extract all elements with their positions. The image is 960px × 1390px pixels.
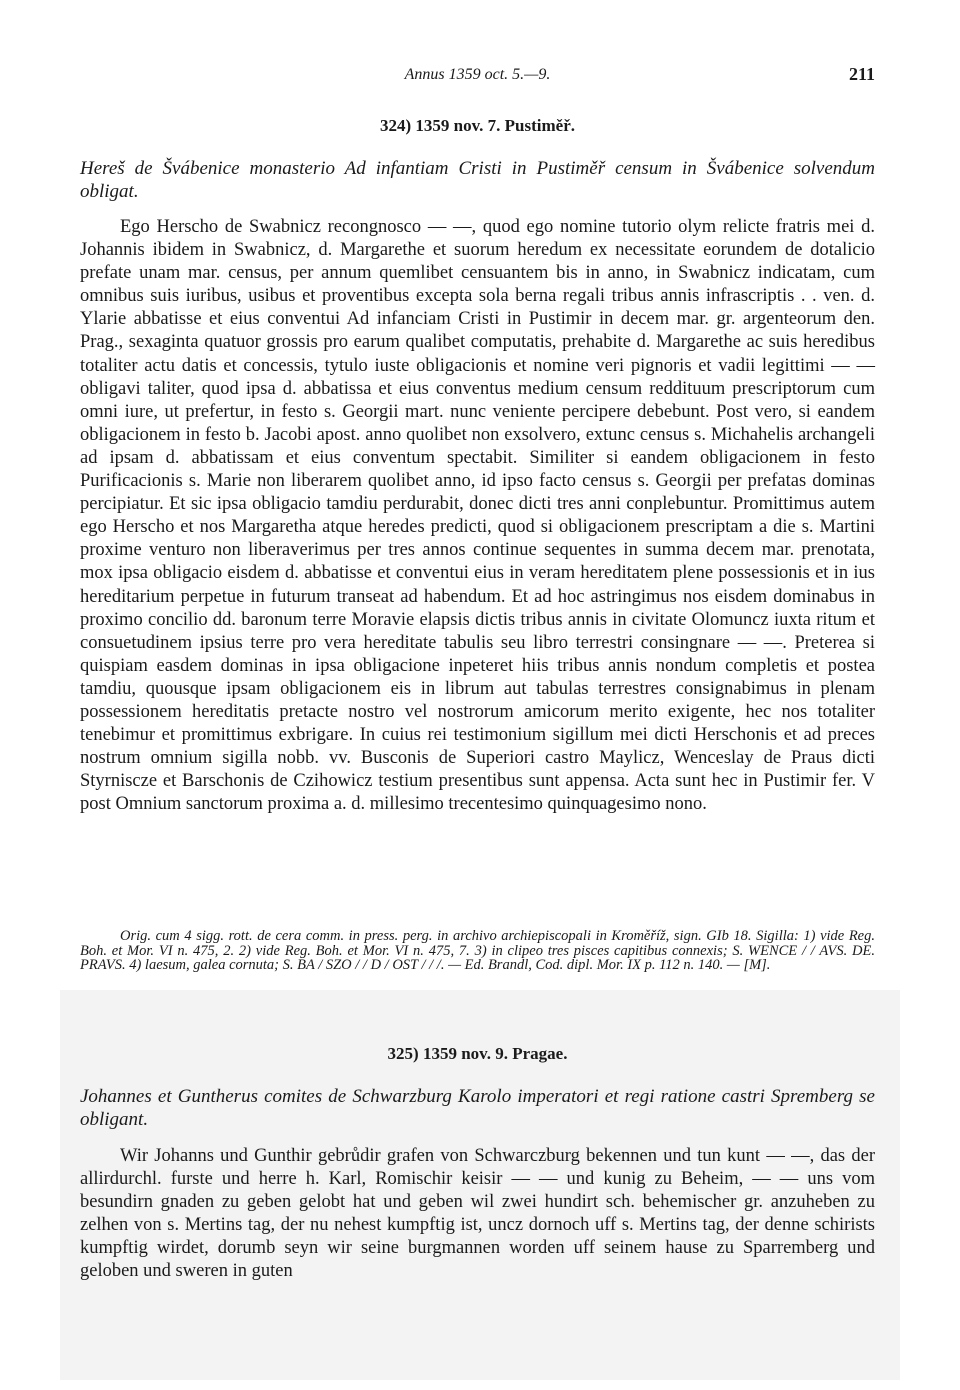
running-head: Annus 1359 oct. 5.—9. <box>404 66 551 83</box>
document-body-324: Ego Herscho de Swabnicz recongnosco — —, quod ego nomine tutorio olym relicte fratris mei d. Johannis ibidem in Swabnicz, d. Margarethe et suorum heredum ex necessitate eorundem de dotalicio prefate unam mar. census, per annum quemlibet censuantem bis in anno, in Swabnicz indicatam, cum omnibus suis iuribus, usibus et proventibus excepta sola berna regali tribus annis infrascriptis . . ven. d. Ylarie abbatisse et eius conventui Ad infanciam Cristi in Pustimir in decem mar. gr. argenteorum den. Prag., sexaginta quatuor grossis pro earum qualibet computatis, prehabite d. Margarethe ac suis heredibus totaliter actu datis et concessis, tytulo iuste obligacionis et nomine veri pignoris et vadii legittimi — — obligavi taliter, quod ipsa d. abbatissa et eius conventus medium censum reddituum prescriptorum cum omni iure, ut prefertur, in festo s. Georgii mart. nunc veniente percipere debebunt. Post vero, si eandem obligacionem in festo b. Jacobi apost. anno quolibet non exsolvero, extunc census s. Michahelis archangeli ad ipsam d. abbatissam et eius conventum spectabit. Similiter si eandem obligacionem in festo Purificacionis s. Marie non liberarem quolibet anno, id ipso facto census s. Georgii per prefatas dominas percipiatur. Et sic ipsa obligacio tamdiu perdurabit, donec dicti tres anni conplebuntur. Promittimus autem ego Herscho et nos Margaretha atque heredes predicti, quod si obligacionem prescriptam a die s. Martini proxime venturo non liberaverimus per tres annos continue sequentes in summa decem mar. prenotata, mox ipsa obligacio eisdem d. abbatisse et conventui eius in veram hereditatem plene possessionis et in ius hereditarium perpetue in futurum transeat ad habendum. Et ad hoc astringimus nos eisdem dominabus in proximo concilio dd. baronum terre Moravie elapsis dictis tribus annis in civitate Olomuncz iuxta ritum et consuetudinem ipsius terre pro vera hereditate tabulis seu libro terrestri consingnare — —. Preterea si quispiam easdem dominas in ipsa obligacione inpeteret hiis tribus annis nondum completis et postea tamdiu, quousque ipsam obligacionem eis in librum aut tabulas terrestres consignabimus in plenam possessionem hereditatis pretacte nostro vel nostrorum amicorum merito exigente, hec nos totaliter tenebimur et promittimus exbrigare. In cuius rei testimonium sigillum mei dicti Herschonis et ad preces nostrum omnium sigilla nobb. vv. Busconis de Superiori castro Maylicz, Wenceslay de Praus dicti Styrniscze et Barschonis de Czihowicz testium presentibus sunt appensa. Acta sunt hec in Pustimir fer. V post Omnium sanctorum proxima a. d. millesimo trecentesimo quinquagesimo nono. <box>80 217 875 815</box>
document-notes-324: Orig. cum 4 sigg. rott. de cera comm. in press. perg. in archivo archiepiscopali in Kroměříž, sign. GIb 18. Sigilla: 1) vide Reg. Boh. et Mor. VI n. 475, 2. 2) vide Reg. Boh. et Mor. VI n. 475, 7. 3) in clipeo tres pisces capitibus connexis; S. WENCE / / AVS. DE. PRAVS. 4) laesum, galea cornuta; S. BA / SZO / / D / OST / / /. — Ed. Brandl, Cod. dipl. Mor. IX p. 112 n. 140. — [M]. <box>80 928 875 974</box>
page-number: 211 <box>848 64 875 84</box>
document-title-324: 324) 1359 nov. 7. Pustiměř. <box>379 116 576 135</box>
document-summary-325: Johannes et Guntherus comites de Schwarzburg Karolo imperatori et regi ratione castri Spremberg se obligant. <box>80 1086 875 1130</box>
page-header <box>80 66 875 88</box>
document-summary-324: Hereš de Švábenice monasterio Ad infantiam Cristi in Pustiměř censum in Švábenice solvendum obligat. <box>80 158 875 202</box>
document-body-325: Wir Johanns und Gunthir gebrůdir grafen von Schwarczburg bekennen und tun kunt — —, das der allirdurchl. furste und herre h. Karl, Romischir keisir — — und kunig zu Beheim, — — uns vom besundirn gnaden zu geben gelobt hat und geben wil zwei hundirt sch. behemischer gr. anzuheben zu zelhen von s. Mertins tag, der nu nehest kumpftig ist, uncz dornoch uff s. Mertins tag, der denne schirists kumpftig wirdet, dorumb seyn wir seine burgmannen worden uff seinem hause zu Sparremberg und geloben und sweren in guten <box>80 1146 875 1282</box>
document-title-325: 325) 1359 nov. 9. Pragae. <box>387 1044 568 1063</box>
